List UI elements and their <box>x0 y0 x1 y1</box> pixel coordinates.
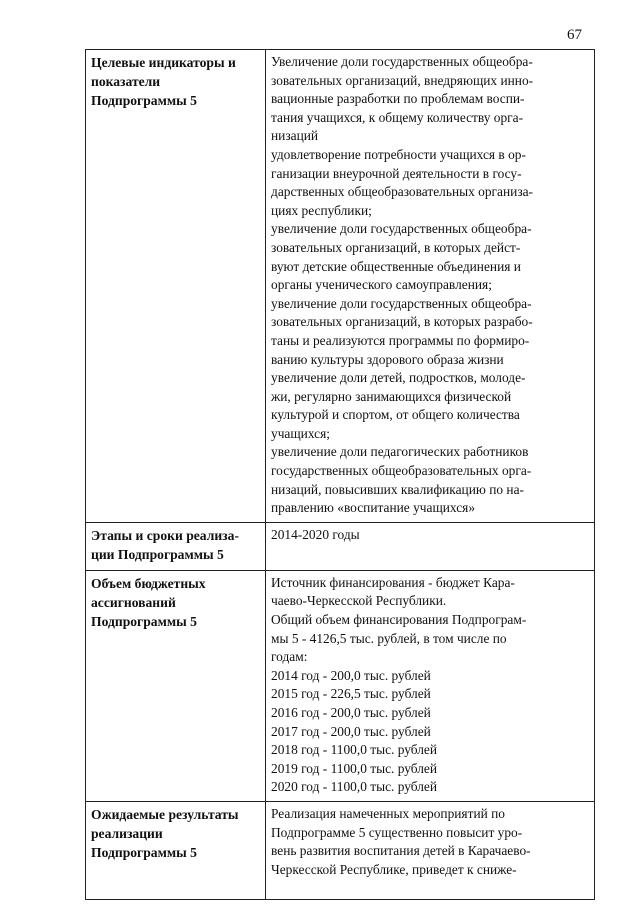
content-line: Источник финансирования - бюджет Кара- <box>271 574 515 590</box>
content-line: 2017 год - 200,0 тыс. рублей <box>271 723 431 739</box>
label-line: показатели <box>91 74 161 89</box>
content-line: 2016 год - 200,0 тыс. рублей <box>271 705 431 720</box>
row-label <box>86 522 266 570</box>
content-line: чаево-Черкесской Республики. <box>271 593 447 609</box>
content-line: зовательных организаций, в которых дейст- <box>271 239 521 255</box>
content-line: зовательных организаций, внедряющих инно- <box>271 72 534 88</box>
content-line: ганизации внеурочной деятельности в госу- <box>271 165 522 181</box>
content-line: 2014-2020 годы <box>271 526 360 542</box>
content-line: дарственных общеобразовательных организа- <box>271 184 534 200</box>
label-line: Подпрограммы 5 <box>91 844 197 860</box>
content-line: циях республики; <box>271 202 372 218</box>
content-line: 2015 год - 226,5 тыс. рублей <box>271 686 431 702</box>
label-line: ции Подпрограммы 5 <box>91 546 224 562</box>
content-line: низаций <box>271 128 319 144</box>
content-line: увеличение доли государственных общеобра- <box>271 221 532 237</box>
content-line: увеличение доли педагогических работников <box>271 444 529 460</box>
content-line: низаций, повысивших квалификацию по на- <box>271 481 525 497</box>
content-line: вационные разработки по проблемам воспи- <box>271 91 525 107</box>
label-line: Объем бюджетных <box>91 575 206 591</box>
content-line: 2014 год - 200,0 тыс. рублей <box>271 667 431 683</box>
table-row-budget <box>86 570 595 801</box>
content-line: Увеличение доли государственных общеобра- <box>271 54 533 69</box>
row-content <box>266 50 595 523</box>
content-line: жи, регулярно занимающихся физической <box>271 388 512 404</box>
label-line: Ожидаемые результаты <box>91 806 239 822</box>
content-line: Подпрограмме 5 существенно повысит уро- <box>271 824 523 840</box>
content-line: культурой и спортом, от общего количества <box>271 407 520 423</box>
content-line: правлению «воспитание учащихся» <box>271 500 476 516</box>
content-line: вень развития воспитания детей в Карачаево- <box>271 843 531 859</box>
label-line: ассигнований <box>91 594 176 610</box>
content-line: годам: <box>271 649 308 665</box>
content-line: мы 5 - 4126,5 тыс. рублей, в том числе по <box>271 630 507 646</box>
content-line: удовлетворение потребности учащихся в ор- <box>271 146 526 162</box>
table-row-target-indicators <box>86 50 595 523</box>
content-line: увеличение доли детей, подростков, молоде- <box>271 370 526 386</box>
row-label <box>86 570 266 801</box>
content-line: учащихся; <box>271 425 330 441</box>
content-line: государственных общеобразовательных орга- <box>271 463 532 479</box>
subprogram-passport-table <box>85 49 595 900</box>
label-line: Подпрограммы 5 <box>91 93 197 108</box>
content-line: таны и реализуются программы по формиро- <box>271 332 530 348</box>
content-line: Реализация намеченных мероприятий по <box>271 805 505 821</box>
label-line: Подпрограммы 5 <box>91 613 197 629</box>
row-label <box>86 801 266 899</box>
content-line: 2018 год - 1100,0 тыс. рублей <box>271 742 438 758</box>
content-line: вуют детские общественные объединения и <box>271 258 521 274</box>
page-number: 67 <box>567 27 582 43</box>
label-line: реализации <box>91 825 163 841</box>
content-line: органы ученического самоуправления; <box>271 277 492 293</box>
content-line: Черкесской Республике, приведет к сниже- <box>271 861 517 877</box>
row-content <box>266 522 595 570</box>
row-content <box>266 801 595 899</box>
content-line: тания учащихся, к общему количеству орга- <box>271 109 524 125</box>
content-line: ванию культуры здорового образа жизни <box>271 351 504 367</box>
content-line: увеличение доли государственных общеобра- <box>271 295 532 311</box>
label-line: Этапы и сроки реализа- <box>91 527 239 543</box>
content-line: зовательных организаций, в которых разрабо- <box>271 314 533 330</box>
content-line: Общий объем финансирования Подпрограм- <box>271 612 527 628</box>
content-line: 2020 год - 1100,0 тыс. рублей <box>271 779 438 795</box>
row-content <box>266 570 595 801</box>
label-line: Целевые индикаторы и <box>91 55 236 70</box>
table-row-stages <box>86 522 595 570</box>
row-label <box>86 50 266 523</box>
content-line: 2019 год - 1100,0 тыс. рублей <box>271 760 438 776</box>
table-row-expected-results <box>86 801 595 899</box>
